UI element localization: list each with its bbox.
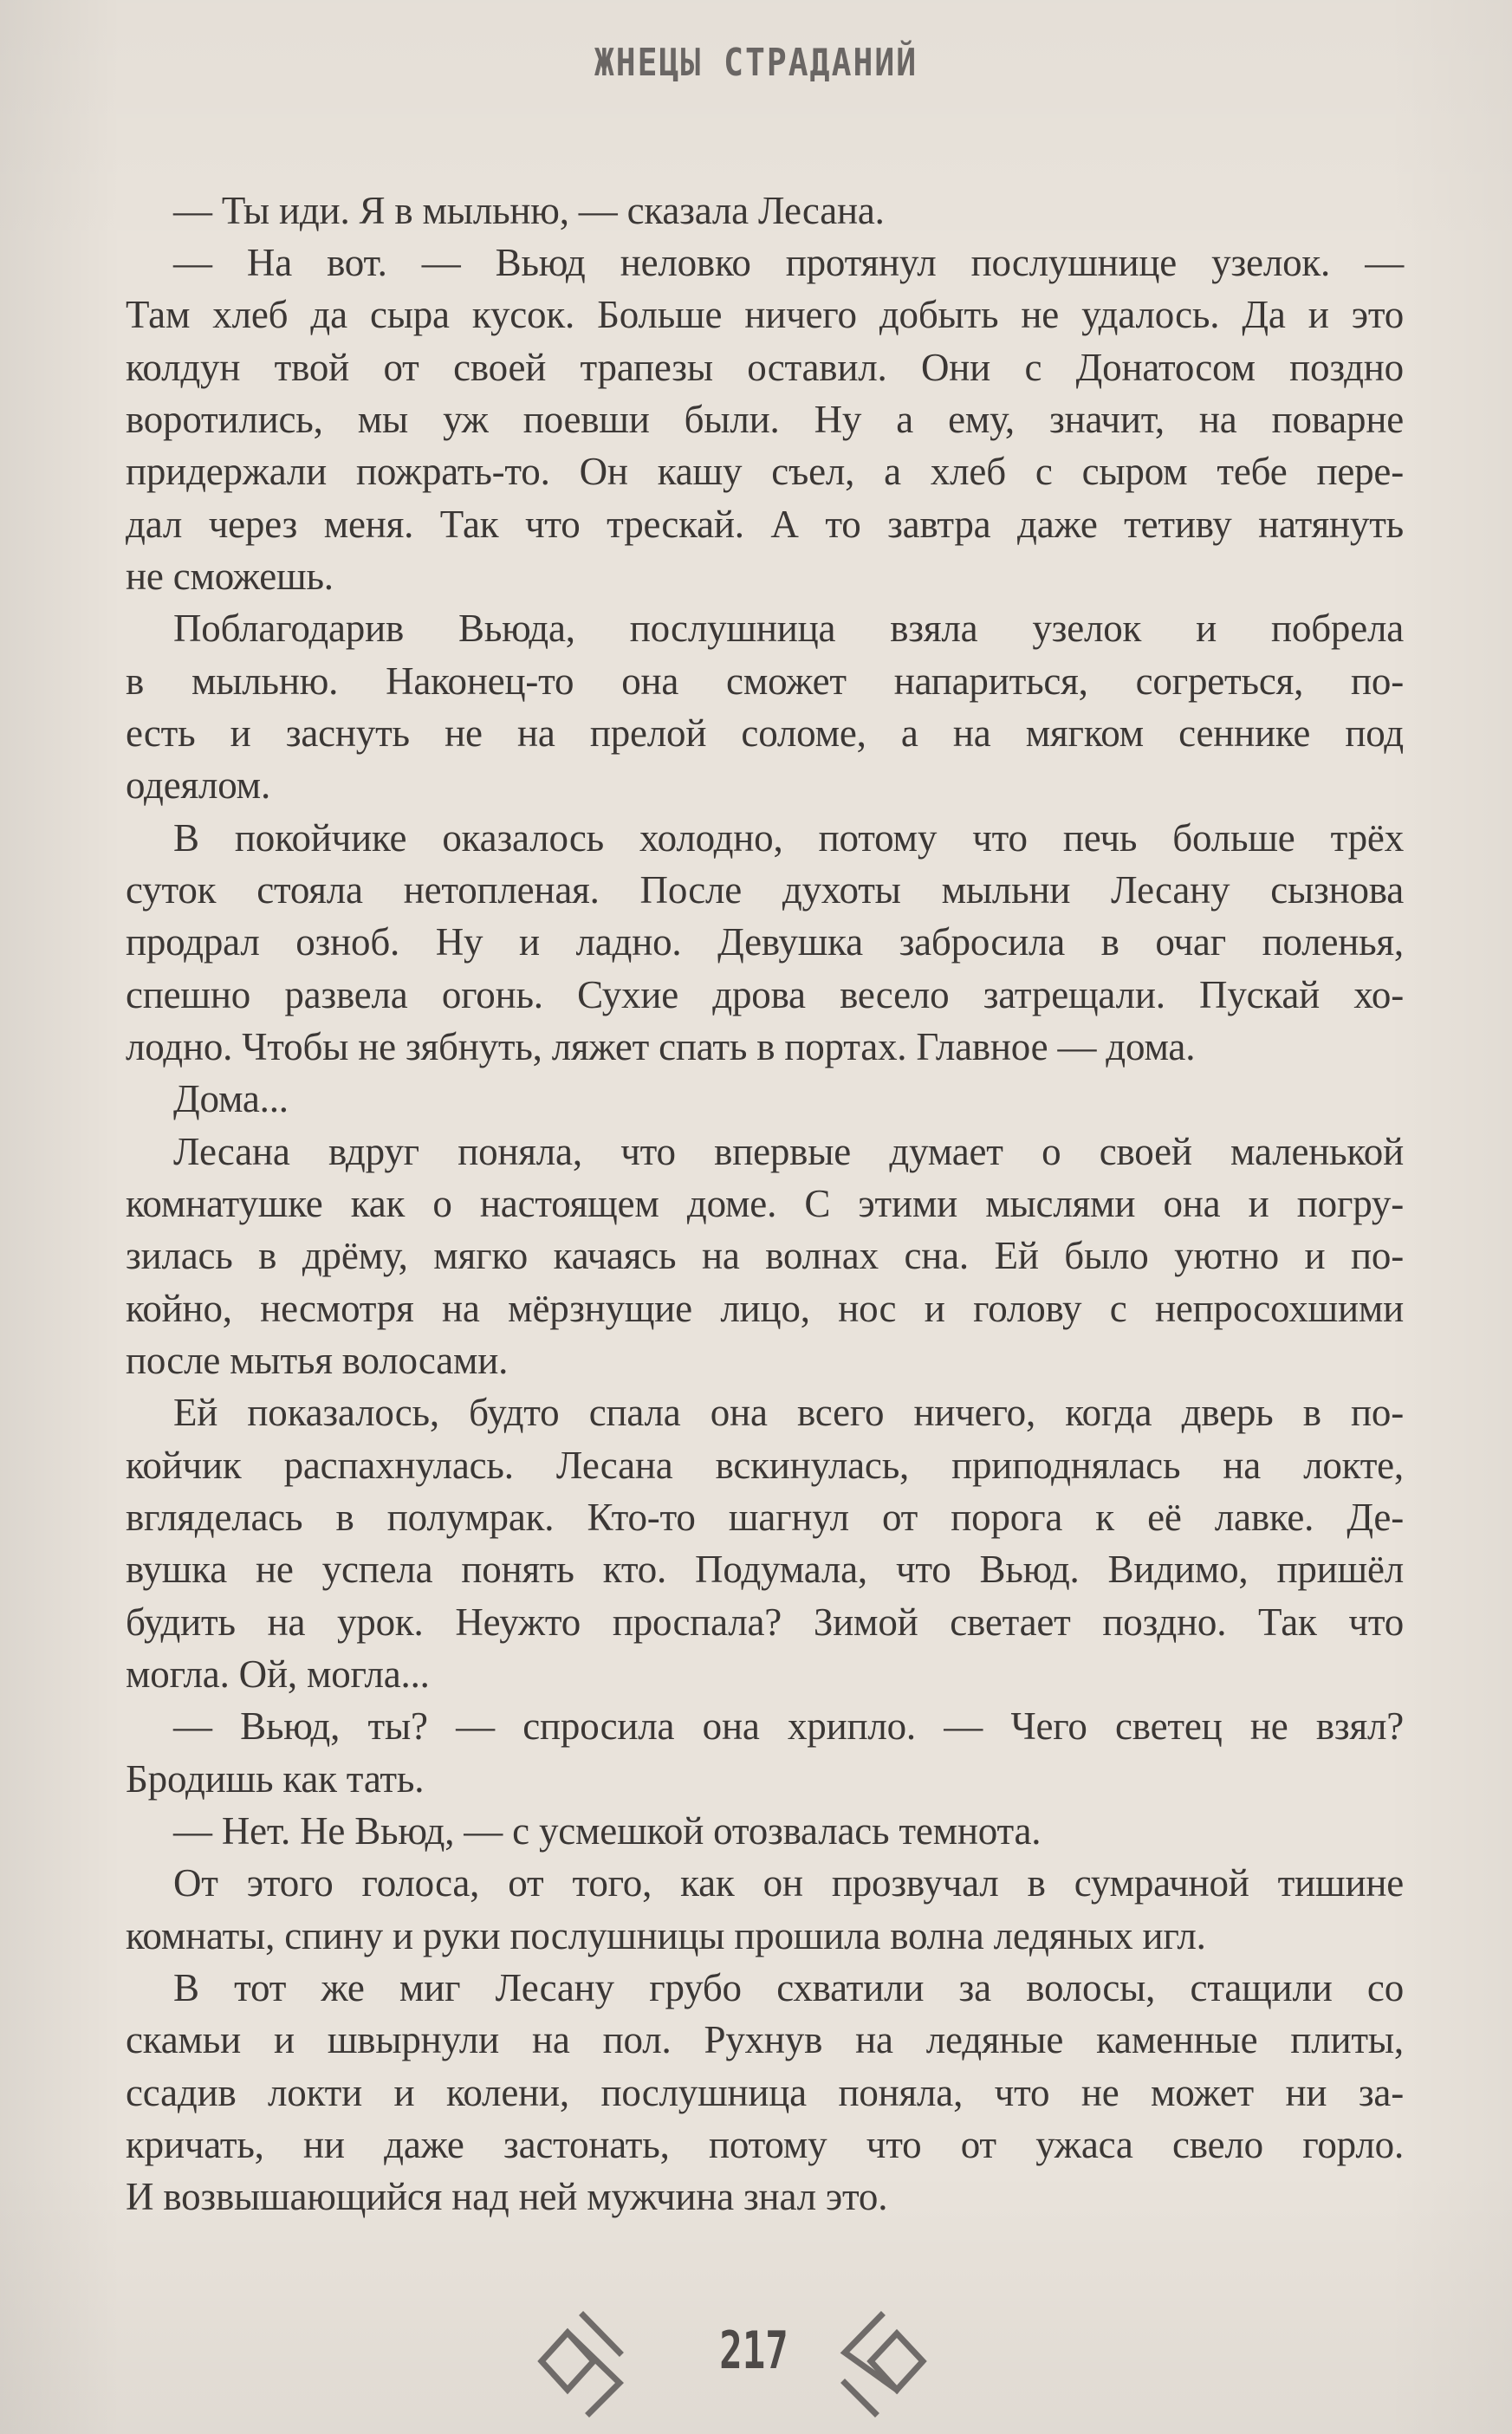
text-line: одеялом. <box>126 763 270 807</box>
text-line: В покойчике оказалось холодно, потому что печь больше трёх <box>173 816 1404 860</box>
text-line: Ей показалось, будто спала она всего ничего, когда дверь в по- <box>173 1391 1404 1434</box>
text-line: будить на урок. Неужто проспала? Зимой светает поздно. Так что <box>126 1600 1404 1644</box>
rune-ornament-icon <box>836 2305 931 2418</box>
text-line: И возвышающийся над ней мужчина знал это. <box>126 2175 888 2218</box>
text-line: Там хлеб да сыра кусок. Больше ничего добыть не удалось. Да и это <box>126 293 1404 336</box>
text-line: койно, несмотря на мёрзнущие лицо, нос и голову с непросохшими <box>126 1287 1404 1330</box>
text-line: — Ты иди. Я в мыльню, — сказала Лесана. <box>173 189 885 232</box>
text-line: суток стояла нетопленая. После духоты мыльни Лесану сызнова <box>126 868 1404 912</box>
text-line: не сможешь. <box>126 555 334 598</box>
text-line: койчик распахнулась. Лесана вскинулась, приподнялась на локте, <box>126 1444 1404 1487</box>
text-line: зилась в дрёму, мягко качаясь на волнах сна. Ей было уютно и по- <box>126 1234 1404 1277</box>
text-line: — Нет. Не Вьюд, — с усмешкой отозвалась темнота. <box>173 1809 1042 1853</box>
text-line: — Вьюд, ты? — спросила она хрипло. — Чего светец не взял? <box>173 1704 1404 1748</box>
text-line: скамьи и швырнули на пол. Рухнув на ледяные каменные плиты, <box>126 2018 1404 2061</box>
text-line: в мыльню. Наконец-то она сможет напариться, согреться, по- <box>126 659 1404 703</box>
page-number: 217 <box>719 2321 788 2381</box>
text-line: — На вот. — Вьюд неловко протянул послушнице узелок. — <box>173 241 1404 284</box>
text-line: ссадив локти и колени, послушница поняла, что не может ни за- <box>126 2071 1404 2114</box>
text-line: продрал озноб. Ну и ладно. Девушка забросила в очаг поленья, <box>126 920 1404 964</box>
text-line: кричать, ни даже застонать, потому что от ужаса свело горло. <box>126 2123 1404 2166</box>
text-line: вушка не успела понять кто. Подумала, что Вьюд. Видимо, пришёл <box>126 1548 1404 1591</box>
text-line: Дома... <box>173 1077 289 1120</box>
text-line: Бродишь как тать. <box>126 1757 425 1801</box>
text-line: Лесана вдруг поняла, что впервые думает о своей маленькой <box>173 1130 1404 1173</box>
running-head: ЖНЕЦЫ СТРАДАНИЙ <box>594 40 918 85</box>
page-footer <box>0 2305 1512 2418</box>
text-line: воротились, мы уж поевши были. Ну а ему, значит, на поварне <box>126 398 1404 441</box>
text-line: комнатушке как о настоящем доме. С этими мыслями она и погру- <box>126 1182 1404 1225</box>
text-line: могла. Ой, могла... <box>126 1652 430 1696</box>
text-line: придержали пожрать-то. Он кашу съел, а хлеб с сыром тебе пере- <box>126 450 1404 493</box>
text-line: комнаты, спину и руки послушницы прошила волна ледяных игл. <box>126 1914 1206 1957</box>
text-line: В тот же миг Лесану грубо схватили за волосы, стащили со <box>173 1966 1404 2009</box>
text-line: Поблагодарив Вьюда, послушница взяла узелок и побрела <box>173 607 1404 650</box>
text-line: дал через меня. Так что трескай. А то завтра даже тетиву натянуть <box>126 503 1404 546</box>
rune-ornament-icon <box>533 2305 628 2418</box>
text-line: От этого голоса, от того, как он прозвучал в сумрачной тишине <box>173 1861 1404 1905</box>
text-line: колдун твой от своей трапезы оставил. Они с Донатосом поздно <box>126 346 1404 389</box>
text-line: вгляделась в полумрак. Кто-то шагнул от порога к её лавке. Де- <box>126 1496 1404 1539</box>
text-line: после мытья волосами. <box>126 1339 509 1382</box>
text-line: спешно развела огонь. Сухие дрова весело затрещали. Пускай хо- <box>126 973 1404 1016</box>
text-line: лодно. Чтобы не зябнуть, ляжет спать в портах. Главное — дома. <box>126 1025 1196 1068</box>
text-line: есть и заснуть не на прелой соломе, а на мягком сеннике под <box>126 711 1404 755</box>
